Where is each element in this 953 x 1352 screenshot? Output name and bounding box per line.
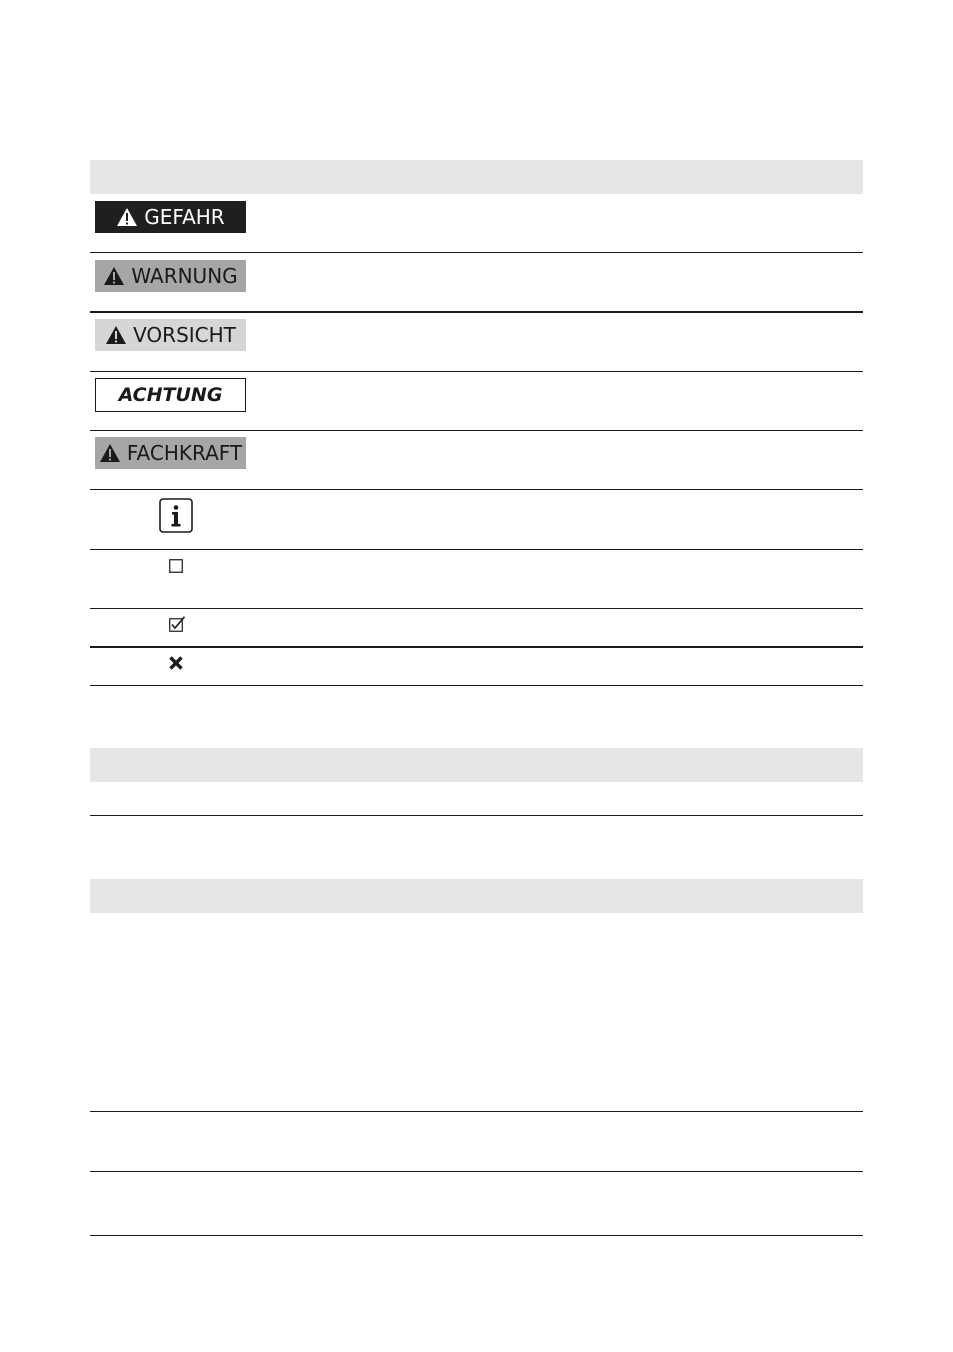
cross-icon [168,655,184,671]
warning-triangle-icon [99,443,121,463]
notice-badge [95,378,246,412]
checkbox-checked-icon [169,616,186,632]
row-divider [90,252,863,253]
qualified-person-badge [95,437,246,469]
table-header-row [90,748,863,782]
warning-triangle-icon [116,207,138,227]
row-divider [90,489,863,490]
danger-label: GEFAHR [144,205,225,229]
row-divider [90,646,863,648]
info-icon [159,498,193,533]
row-divider [90,430,863,431]
qualified-person-label: FACHKRAFT [126,441,243,465]
warning-label: WARNUNG [131,264,238,288]
caution-label: VORSICHT [133,323,236,347]
caution-badge [95,319,246,351]
checkbox-empty-icon [169,559,183,573]
row-divider [90,1171,863,1172]
row-divider [90,1111,863,1112]
row-divider [90,549,863,550]
warning-triangle-icon [103,266,125,286]
table-header-row [90,160,863,194]
row-divider [90,311,863,313]
notice-label: ACHTUNG [118,384,223,406]
row-divider [90,371,863,372]
warning-badge [95,260,246,292]
danger-badge [95,201,246,233]
table-bottom-rule [90,685,863,686]
warning-triangle-icon [105,325,127,345]
row-divider [90,608,863,609]
table-bottom-rule [90,815,863,816]
table-header-row [90,879,863,913]
table-bottom-rule [90,1235,863,1236]
